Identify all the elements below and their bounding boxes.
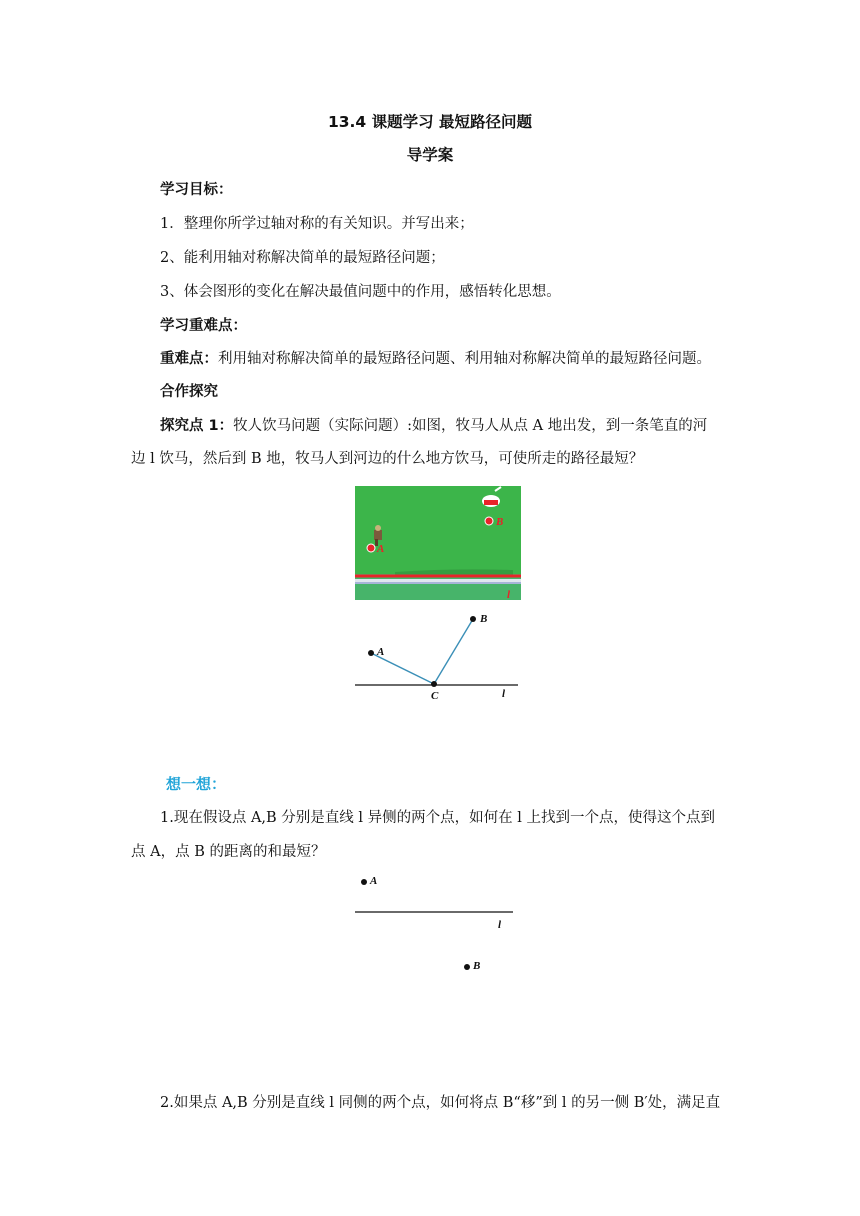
diagram1-label-a: A: [377, 646, 385, 658]
point-c: [431, 681, 437, 687]
goals-heading: 学习目标：: [160, 182, 233, 198]
diagram2-label-a: A: [370, 875, 378, 887]
diagram1-label-b: B: [480, 613, 488, 625]
river-bank: [355, 574, 521, 600]
goal-item-3: 3、体会图形的变化在解决最值问题中的作用，感悟转化思想。: [160, 284, 561, 300]
goal-item-2: 2、能利用轴对称解决简单的最短路径问题；: [160, 250, 445, 266]
photo-label-a: A: [377, 543, 385, 555]
question-2-line-1: 2.如果点 A,B 分别是直线 l 同侧的两个点，如何将点 B“移”到 l 的另一侧 B′处，满足直: [160, 1095, 721, 1111]
diagram1-label-c: C: [431, 690, 439, 702]
think-heading: 想一想：: [166, 775, 227, 793]
river-water-blue: [355, 582, 521, 584]
photo-label-l: l: [507, 589, 511, 600]
path-diagram-1: [350, 608, 525, 703]
key-points-label: 重难点：: [160, 351, 218, 367]
explore-text-1: 牧人饮马问题（实际问题）:如图，牧马人从点 A 地出发，到一条笔直的河: [233, 418, 708, 434]
key-points-text: 利用轴对称解决简单的最短路径问题、利用轴对称解决简单的最短路径问题。: [218, 351, 711, 367]
photo-point-b: [485, 517, 493, 525]
explore-paragraph-line-2: 边 l 饮马，然后到 B 地，牧马人到河边的什么地方饮马，可使所走的路径最短？: [131, 451, 644, 467]
diagram1-label-l: l: [502, 688, 506, 700]
question-1-line-1: 1.现在假设点 A,B 分别是直线 l 异侧的两个点，如何在 l 上找到一个点，使得这个点到: [160, 810, 715, 826]
explore-heading: 合作探究: [160, 384, 218, 400]
explore-point-label: 探究点 1：: [160, 418, 234, 434]
river-water-highlight: [355, 579, 521, 582]
point-b: [464, 964, 470, 970]
key-points-heading: 学习重难点：: [160, 318, 247, 334]
river-photo-figure: [355, 486, 521, 600]
path-diagram-2: [350, 870, 520, 980]
key-points-paragraph: [160, 349, 711, 369]
page-title: 13.4 课题学习 最短路径问题: [327, 113, 533, 131]
point-a: [368, 650, 374, 656]
diagram2-label-b: B: [473, 960, 481, 972]
page-subtitle: 导学案: [406, 146, 454, 164]
segment-cb: [434, 619, 473, 684]
photo-point-a: [367, 544, 375, 552]
photo-label-b: B: [496, 516, 504, 528]
diagram2-label-l: l: [498, 919, 502, 931]
point-a: [361, 879, 367, 885]
goal-item-1: 1．整理你所学过轴对称的有关知识。并写出来；: [160, 216, 474, 232]
point-b: [470, 616, 476, 622]
question-1-line-2: 点 A，点 B 的距离的和最短？: [131, 844, 326, 860]
explore-paragraph-line-1: [160, 416, 707, 436]
